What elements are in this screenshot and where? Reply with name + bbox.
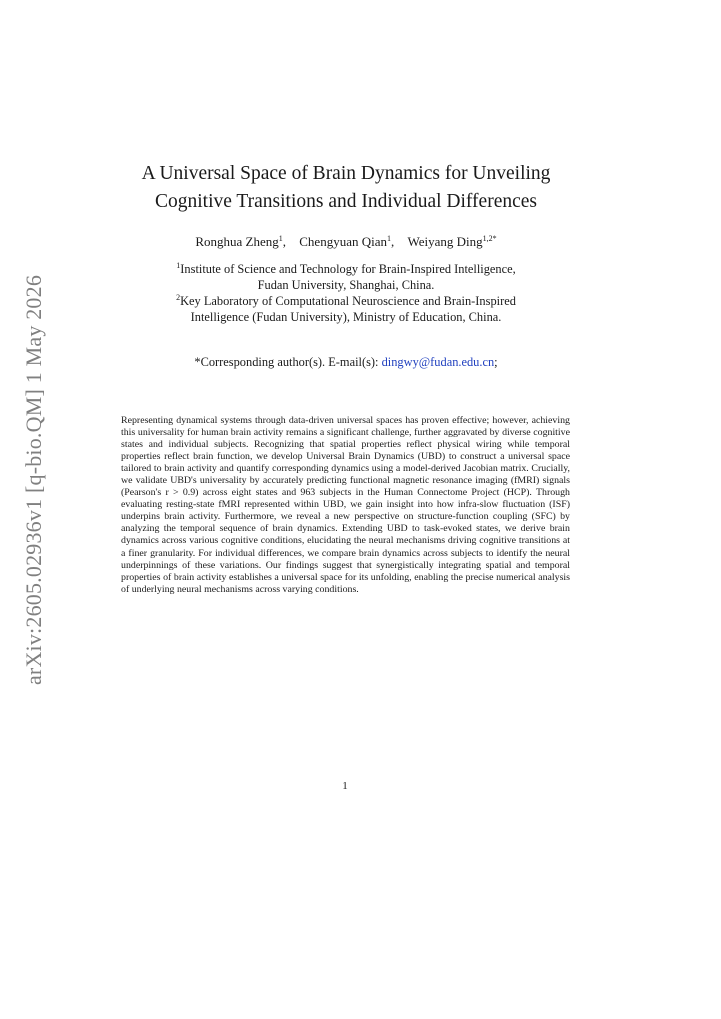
affiliation-mark: 1	[176, 261, 181, 270]
affiliation-1-line-2: Fudan University, Shanghai, China.	[257, 278, 435, 292]
email-link[interactable]: dingwy@fudan.edu.cn	[381, 355, 495, 369]
correspondence-label: *Corresponding author(s). E-mail(s):	[194, 355, 379, 369]
author-qian: Chengyuan Qian$^1$,	[299, 234, 395, 249]
author-affiliation-mark: 1	[387, 234, 391, 243]
corresponding-author-note	[130, 355, 562, 370]
author-list	[130, 234, 562, 250]
author-zheng: Ronghua Zheng$^1$,	[195, 234, 287, 249]
affiliation-2-line-1	[130, 293, 562, 309]
title-line-2: Cognitive Transitions and Individual Differences	[154, 191, 537, 212]
author-affiliation-mark: 1	[278, 234, 283, 243]
author-name: Weiyang Ding	[407, 234, 483, 249]
author-name: Chengyuan Qian	[299, 234, 387, 249]
author-name: Ronghua Zheng	[195, 234, 279, 249]
affiliation-text: Institute of Science and Technology for Brain-Inspired Intelligence,	[180, 262, 516, 276]
paper-title	[130, 160, 562, 216]
affiliation-1-line-1	[130, 261, 562, 277]
affiliation-block	[130, 261, 562, 325]
affiliation-2-line-2: Intelligence (Fudan University), Ministry of Education, China.	[190, 310, 502, 324]
title-line-1: A Universal Space of Brain Dynamics for Unveiling	[141, 163, 551, 184]
affiliation-text: Key Laboratory of Computational Neuroscience and Brain-Inspired	[180, 294, 516, 308]
page-number: 1	[342, 780, 348, 792]
abstract-text: Representing dynamical systems through data-driven universal spaces has proven effective; however, achieving this universality for human brain activity remains a significant challenge, further aggravated by diverse cognitive states and individual subjects. Recognizing that spatial properties reflect physical wiring while temporal properties reflect brain function, we develop Universal Brain Dynamics (UBD) to construct a universal space tailored to brain activity and quantify corresponding dynamics using a model-derived Jacobian matrix. Crucially, we validate UBD's universality by accurately predicting functional magnetic resonance imaging (fMRI) signals (Pearson's r > 0.9) across eight states and 963 subjects in the Human Connectome Project (HCP). Through evaluating resting-state fMRI represented within UBD, we gain insight into how infra-slow fluctuation (ISF) underpins brain activity. Furthermore, we reveal a new perspective on structure-function coupling (SFC) by analyzing the temporal sequence of brain dynamics. Extending UBD to task-evoked states, we derive brain dynamics across various cognitive conditions, elucidating the neural mechanisms driving cognitive transitions at a finer granularity. For individual differences, we compare brain dynamics across subjects to identify the neural underpinnings of these variations. Our findings suggest that synergistically integrating spatial and temporal properties of brain activity establishes a universal space for its unfolding, enabling the precise numerical analysis of underlying neural mechanisms across varying conditions.	[121, 415, 570, 595]
correspondence-trailing: ;	[494, 355, 498, 369]
author-ding	[408, 234, 497, 249]
affiliation-mark: 2	[176, 293, 181, 302]
arxiv-identifier-stamp: arXiv:2605.02936v1 [q-bio.QM] 1 May 2026	[21, 274, 46, 686]
author-affiliation-mark: 1,2*	[482, 234, 497, 243]
